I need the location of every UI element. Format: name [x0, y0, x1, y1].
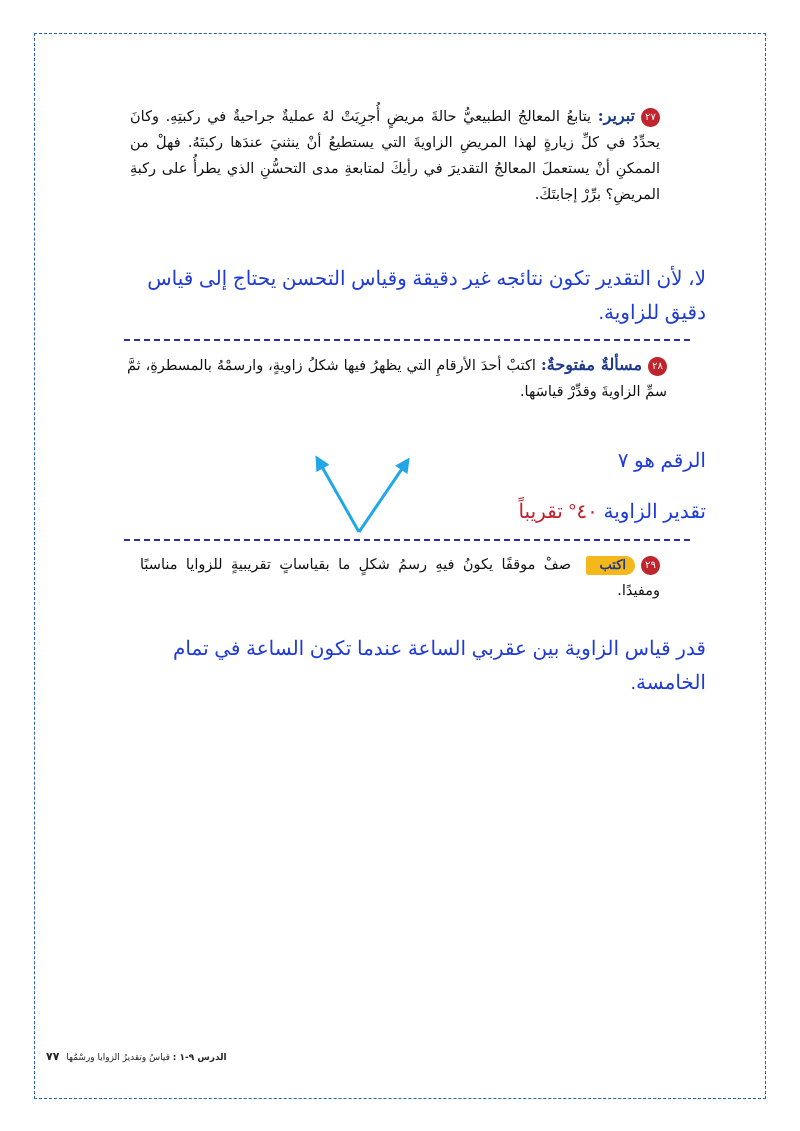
problem-keyword: تبرير:: [597, 106, 635, 125]
problem-keyword: مسألةٌ مفتوحةٌ:: [540, 355, 643, 374]
page-number: ٧٧: [46, 1050, 60, 1063]
answer-28-estimate: [518, 495, 706, 529]
problem-28: [127, 352, 667, 405]
estimate-value: ٤٠° تقريباً: [518, 501, 598, 523]
answer-29: قدر قياس الزاوية بين عقربي الساعة عندما تكون الساعة في تمام الخامسة.: [173, 638, 706, 694]
footer-lesson: الدرس ٩-١ :: [172, 1053, 227, 1063]
problem-number-badge: ٢٩: [641, 556, 660, 575]
answer-27: لا، لأن التقدير تكون نتائجه غير دقيقة وقياس التحسن يحتاج إلى قياس دقيق للزاوية.: [147, 268, 706, 324]
problem-text: صفْ موقفًا يكونُ فيهِ رسمُ شكلٍ ما بقياساتٍ تقريبيةٍ للزوايا مناسبًا ومفيدًا.: [140, 557, 660, 599]
answer-28-digit: الرقم هو ٧: [617, 450, 706, 472]
problem-number-badge: ٢٨: [648, 357, 667, 376]
page-footer: [46, 1050, 227, 1063]
footer-title: قياسُ وتقديرُ الزوايا ورسْمُها: [66, 1053, 170, 1063]
write-tag: اكتب: [586, 556, 636, 575]
problem-number-badge: ٢٧: [641, 108, 660, 127]
angle-ray-right: [359, 460, 408, 532]
angle-drawing: [270, 440, 430, 540]
problem-text: يتابعُ المعالجُ الطبيعيُّ حالةَ مريضٍ أُجرِيَتْ لهُ عمليةٌ جراحيةٌ في ركبتِهِ. وكانَ يحدِّدُ في كلِّ زيارةٍ لهذا المريضِ الزاويةَ التي يستطيعُ أنْ ينثنيَ عندَها ركبتَهُ. فهلْ من الممكنِ أنْ يستعملَ المعالجُ التقديرَ في رأيكَ لمتابعةِ مدى التحسُّنِ الذي يطرأُ على ركبةِ المريضِ؟ برِّرْ إجابتَكَ.: [130, 109, 660, 203]
estimate-label: تقدير الزاوية: [603, 501, 706, 523]
separator: [124, 539, 690, 541]
problem-29: [140, 552, 660, 604]
angle-ray-left: [317, 458, 359, 532]
problem-text: اكتبْ أحدَ الأرقامِ التي يظهرُ فيها شكلُ زاويةٍ، وارسمْهُ بالمسطرةِ، ثمَّ سمِّ الزاويةَ وقدِّرْ قياسَها.: [127, 358, 667, 400]
separator: [124, 339, 690, 341]
problem-27: [130, 103, 660, 208]
